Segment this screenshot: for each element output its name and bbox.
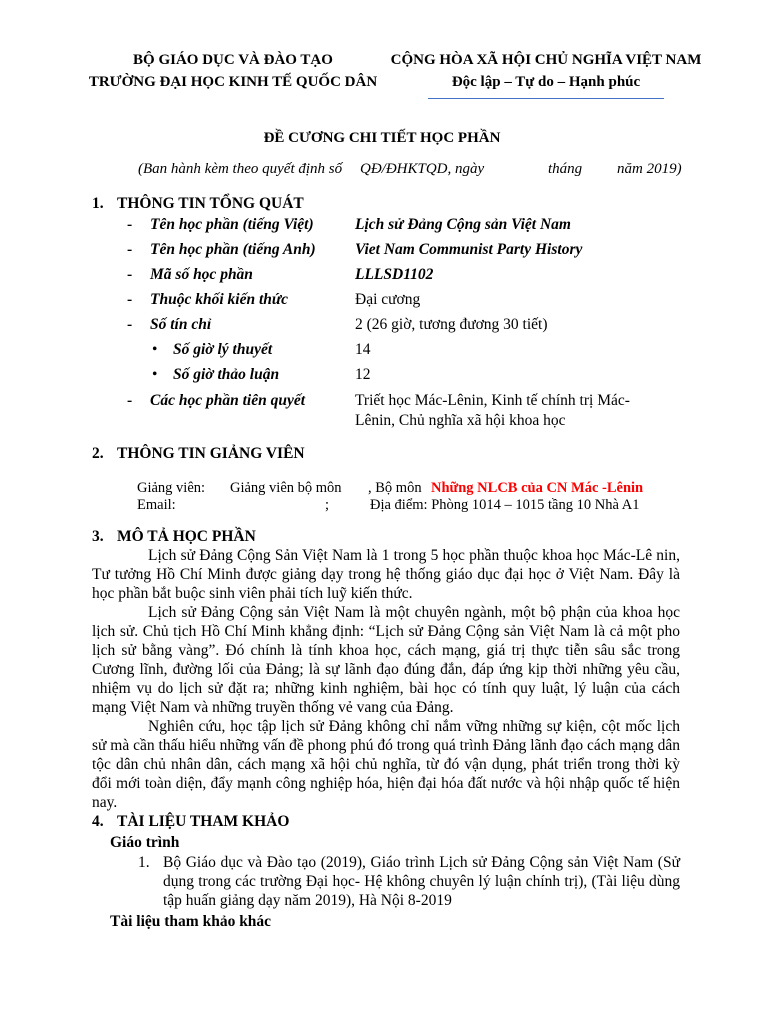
document-title: ĐỀ CƯƠNG CHI TIẾT HỌC PHẦN (263, 129, 501, 146)
decree-part-3: tháng (548, 160, 583, 177)
lecturer-label: Giảng viên: (137, 480, 206, 496)
row-value: Triết học Mác-Lênin, Kinh tế chính trị Mác-Lênin, Chủ nghĩa xã hội khoa học (355, 391, 630, 429)
info-row-theory-hours (0, 340, 768, 360)
reference-item (92, 853, 680, 910)
row-label: Mã số học phần (150, 265, 253, 283)
description-paragraph: Lịch sử Đảng Cộng sản Việt Nam là một chuyên ngành, một bộ phận của khoa học lịch sử. Chủ tịch Hồ Chí Minh khẳng định: “Lịch sử Đảng Cộng sản Việt Nam là cả một pho lịch sử bằng vàng”. Đó chính là tính khoa học, cách mạng, giá trị thực tiễn sâu sắc trong Cương lĩnh, đường lối của Đảng; là sự lãnh đạo đúng đắn, đáp ứng kịp thời những yêu cầu, nhiệm vụ do lịch sử đặt ra; những kinh nghiệm, bài học có tính quy luật, lý luận của cách mạng Việt Nam và những truyền thống vẻ vang của Đảng. (92, 604, 680, 716)
row-label: Số tín chỉ (150, 315, 212, 333)
bullet-marker: • (152, 365, 158, 383)
description-and-references (92, 527, 680, 931)
row-value: Đại cương (355, 290, 421, 308)
dash-marker: - (127, 215, 133, 233)
description-paragraph: Nghiên cứu, học tập lịch sử Đảng không chỉ nắm vững những sự kiện, cột mốc lịch sử mà cần thấu hiểu những vấn đề phong phú đó trong quá trình Đảng lãnh đạo cách mạng dân tộc dân chủ nhân dân, cách mạng xã hội chủ nghĩa, từ đó vận dụng, phát triển trong thời kỳ đổi mới toàn diện, đẩy mạnh công nghiệp hóa, hiện đại hóa đất nước và hội nhập quốc tế hiện nay. (92, 718, 681, 811)
row-label: Số giờ lý thuyết (173, 340, 273, 358)
row-value: 14 (355, 340, 371, 358)
lecturer-line (0, 479, 768, 497)
dash-marker: - (127, 391, 133, 409)
department-name: Những NLCB của CN Mác -Lênin (431, 480, 644, 496)
department-prefix: , Bộ môn (368, 480, 422, 496)
dash-marker: - (127, 290, 133, 308)
section-3-heading (92, 527, 680, 546)
national-header (376, 51, 716, 92)
dash-marker: - (127, 240, 133, 258)
section-2-heading (92, 444, 305, 463)
location-text: Địa điểm: Phòng 1014 – 1015 tầng 10 Nhà A1 (370, 497, 640, 513)
national-motto: Độc lập – Tự do – Hạnh phúc (451, 73, 641, 90)
lecturer-value: Giảng viên bộ môn (230, 480, 342, 496)
row-label: Tên học phần (tiếng Việt) (150, 215, 314, 233)
email-separator: ; (325, 497, 330, 513)
reference-text: Bộ Giáo dục và Đào tạo (2019), Giáo trình Lịch sử Đảng Cộng sản Việt Nam (Sử dụng trong các trường Đại học- Hệ không chuyên lý luận chính trị), (Tài liệu dùng tập huấn giảng dạy năm 2019), Hà Nội 8-2019 (163, 854, 680, 909)
row-value: 12 (355, 365, 371, 383)
row-value: Viet Nam Communist Party History (355, 240, 583, 258)
email-location-line (0, 496, 768, 514)
info-row-course-code (0, 265, 768, 285)
row-value: LLLSD1102 (355, 265, 434, 283)
section-title: THÔNG TIN GIẢNG VIÊN (117, 444, 305, 462)
row-label: Thuộc khối kiến thức (150, 290, 289, 308)
section-number: 4. (92, 813, 104, 830)
decree-line (0, 160, 768, 180)
section-number: 1. (92, 194, 104, 212)
description-paragraph: Lịch sử Đảng Cộng Sản Việt Nam là 1 trong 5 học phần thuộc khoa học Mác-Lê nin, Tư tưởng Hồ Chí Minh được giảng dạy trong hệ thống giáo dục đại học ở Việt Nam. Đây là học phần bắt buộc sinh viên phải tích luỹ kiến thức. (92, 547, 680, 602)
row-value: Lịch sử Đảng Cộng sản Việt Nam (355, 215, 571, 233)
email-label: Email: (137, 497, 176, 513)
other-references-heading: Tài liệu tham khảo khác (110, 913, 272, 930)
textbook-heading: Giáo trình (110, 834, 180, 851)
info-row-name-vietnamese (0, 215, 768, 235)
section-title: THÔNG TIN TỔNG QUÁT (117, 194, 304, 212)
row-label: Tên học phần (tiếng Anh) (150, 240, 316, 258)
info-row-prerequisites (0, 391, 768, 433)
decree-part-1: (Ban hành kèm theo quyết định số (138, 160, 343, 177)
row-value: 2 (26 giờ, tương đương 30 tiết) (355, 315, 548, 333)
country-name: CỘNG HÒA XÃ HỘI CHỦ NGHĨA VIỆT NAM (390, 51, 702, 68)
section-title: TÀI LIỆU THAM KHẢO (117, 813, 290, 830)
info-row-name-english (0, 240, 768, 260)
section-title: MÔ TẢ HỌC PHẦN (117, 528, 256, 545)
decree-part-2: QĐ/ĐHKTQD, ngày (360, 160, 485, 177)
dash-marker: - (127, 315, 133, 333)
section-1-heading (92, 194, 304, 213)
section-number: 3. (92, 528, 104, 545)
bullet-marker: • (152, 340, 158, 358)
row-label: Số giờ thảo luận (173, 365, 280, 383)
university-name: TRƯỜNG ĐẠI HỌC KINH TẾ QUỐC DÂN (88, 73, 378, 90)
reference-number: 1. (138, 854, 150, 871)
dash-marker: - (127, 265, 133, 283)
row-label: Các học phần tiên quyết (150, 391, 306, 409)
info-row-knowledge-block (0, 290, 768, 310)
info-row-discussion-hours (0, 365, 768, 385)
section-4-heading (92, 812, 680, 831)
ministry-name: BỘ GIÁO DỤC VÀ ĐÀO TẠO (133, 51, 333, 68)
info-row-credits (0, 315, 768, 335)
ministry-header (73, 51, 393, 92)
section-number: 2. (92, 444, 104, 462)
motto-underline (428, 98, 664, 99)
decree-part-4: năm 2019) (617, 160, 682, 177)
